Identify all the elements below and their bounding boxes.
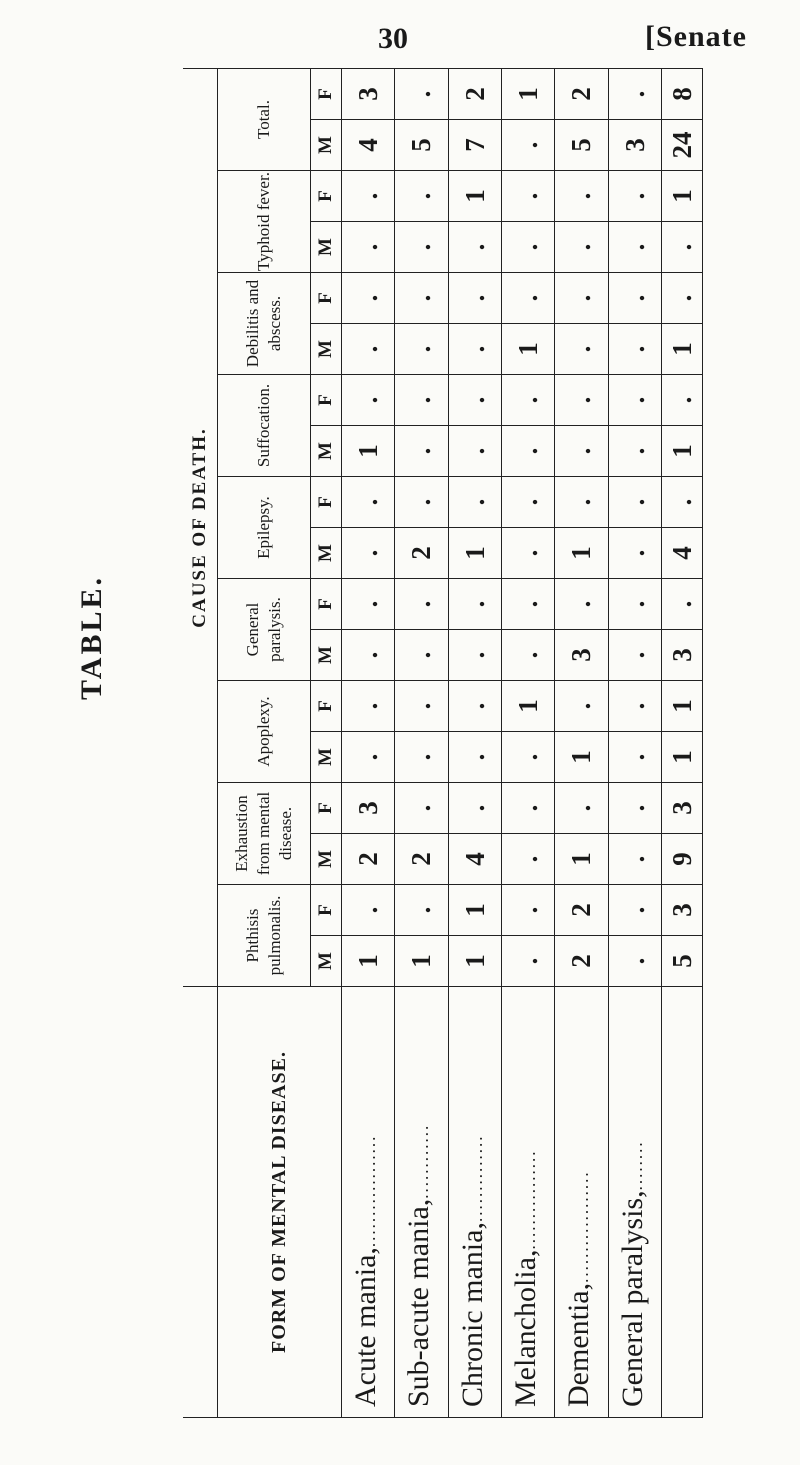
blank-title-cell	[183, 987, 218, 1418]
table-cell: .	[501, 630, 554, 681]
table-row	[342, 69, 395, 1418]
total-cell: 1	[662, 171, 703, 222]
table-cell: .	[395, 324, 448, 375]
total-cell: .	[662, 375, 703, 426]
dot-leader: ........	[626, 1140, 646, 1191]
table-label: TABLE.	[75, 575, 108, 700]
table-cell: .	[395, 579, 448, 630]
table-cell: .	[448, 630, 501, 681]
table-cell: .	[555, 426, 608, 477]
table-cell: .	[395, 885, 448, 936]
column-header: Total.	[218, 69, 311, 171]
page-number: 30	[378, 22, 408, 55]
table-cell: 1	[448, 528, 501, 579]
table-cell: .	[501, 273, 554, 324]
disease-name-cell	[448, 987, 501, 1418]
table-cell: .	[555, 477, 608, 528]
table-title: CAUSE OF DEATH.	[183, 69, 218, 987]
disease-name: Chronic mania,	[455, 1222, 489, 1407]
table-cell: 1	[448, 171, 501, 222]
sex-label: M	[311, 324, 342, 375]
table-body	[342, 69, 703, 1418]
table-cell: .	[501, 528, 554, 579]
table-cell: 1	[501, 324, 554, 375]
total-cell: 5	[662, 936, 703, 987]
table-cell: .	[342, 579, 395, 630]
sex-label: M	[311, 936, 342, 987]
table-cell: .	[608, 936, 661, 987]
table-cell: .	[395, 783, 448, 834]
total-cell: 3	[662, 885, 703, 936]
table-cell: .	[342, 885, 395, 936]
disease-name: Melancholia,	[509, 1249, 543, 1407]
total-cell: .	[662, 477, 703, 528]
table-cell: 1	[448, 936, 501, 987]
disease-name-cell	[501, 987, 554, 1418]
table-cell: .	[342, 681, 395, 732]
table-cell: .	[608, 69, 661, 120]
table-cell: .	[448, 681, 501, 732]
column-header: Phthisis pulmonalis.	[218, 885, 311, 987]
sex-label: F	[311, 477, 342, 528]
table-cell: .	[555, 324, 608, 375]
table-cell: .	[448, 222, 501, 273]
table-cell: .	[501, 222, 554, 273]
total-cell: 8	[662, 69, 703, 120]
table-cell: .	[395, 732, 448, 783]
dot-leader: ..................	[360, 1134, 380, 1248]
table-cell: .	[555, 783, 608, 834]
table-cell: .	[342, 222, 395, 273]
sex-label: M	[311, 834, 342, 885]
table-cell: .	[608, 528, 661, 579]
dot-leader: ............	[413, 1123, 433, 1199]
table-cell: 4	[448, 834, 501, 885]
table-cell: 3	[608, 120, 661, 171]
disease-name-cell	[342, 987, 395, 1418]
sex-label: M	[311, 528, 342, 579]
sex-label: F	[311, 783, 342, 834]
table-cell: .	[501, 426, 554, 477]
table-cell: 5	[555, 120, 608, 171]
table-cell: .	[608, 222, 661, 273]
total-cell: 1	[662, 426, 703, 477]
table-cell: .	[448, 375, 501, 426]
sex-label: F	[311, 375, 342, 426]
table-cell: .	[342, 732, 395, 783]
table-cell: 1	[342, 936, 395, 987]
column-header: Typhoid fever.	[218, 171, 311, 273]
table-cell: .	[501, 120, 554, 171]
table-cell: .	[342, 375, 395, 426]
column-header: General paralysis.	[218, 579, 311, 681]
table-cell: .	[501, 579, 554, 630]
table-cell: .	[608, 681, 661, 732]
column-header: Epilepsy.	[218, 477, 311, 579]
table-cell: .	[608, 885, 661, 936]
table-cell: .	[555, 273, 608, 324]
column-header: Exhaustion from mental disease.	[218, 783, 311, 885]
table-cell: 3	[342, 783, 395, 834]
table-cell: .	[608, 324, 661, 375]
table-row	[395, 69, 448, 1418]
total-cell: .	[662, 579, 703, 630]
table-cell: .	[608, 426, 661, 477]
table-cell: .	[501, 171, 554, 222]
running-head: [Senate	[645, 20, 747, 53]
table-cell: 1	[501, 681, 554, 732]
table-cell: 2	[555, 69, 608, 120]
table-cell: .	[608, 171, 661, 222]
table-cell: .	[342, 273, 395, 324]
table-cell: .	[448, 324, 501, 375]
column-header: Debilitis and abscess.	[218, 273, 311, 375]
sex-label: M	[311, 732, 342, 783]
table-cell: 2	[342, 834, 395, 885]
table-cell: .	[501, 885, 554, 936]
table-cell: 5	[395, 120, 448, 171]
total-cell: 1	[662, 732, 703, 783]
dot-leader: ..............	[466, 1134, 486, 1223]
table-cell: .	[395, 273, 448, 324]
table-cell: 1	[342, 426, 395, 477]
sex-label: F	[311, 885, 342, 936]
table-cell: .	[608, 783, 661, 834]
table-cell: .	[501, 936, 554, 987]
table-cell: .	[448, 426, 501, 477]
table-cell: 2	[555, 936, 608, 987]
table-cell: .	[608, 579, 661, 630]
table-cell: .	[448, 783, 501, 834]
form-of-disease-header: FORM OF MENTAL DISEASE.	[218, 987, 342, 1418]
table-cell: 1	[555, 834, 608, 885]
table-cell: .	[555, 222, 608, 273]
total-cell: 1	[662, 324, 703, 375]
dot-leader: ..................	[573, 1170, 593, 1283]
table-cell: .	[448, 477, 501, 528]
table-cell: 7	[448, 120, 501, 171]
table-cell: 3	[342, 69, 395, 120]
table-cell: .	[448, 273, 501, 324]
table-cell: .	[501, 834, 554, 885]
total-cell: 1	[662, 681, 703, 732]
table-row	[448, 69, 501, 1418]
table-cell: .	[608, 273, 661, 324]
table-cell: .	[395, 222, 448, 273]
table-cell: .	[342, 528, 395, 579]
table-cell: .	[395, 426, 448, 477]
table-cell: 2	[448, 69, 501, 120]
column-header: Apoplexy.	[218, 681, 311, 783]
table-cell: .	[501, 732, 554, 783]
sex-label: F	[311, 273, 342, 324]
table-cell: 2	[395, 834, 448, 885]
table-cell: .	[395, 375, 448, 426]
table-cell: .	[342, 477, 395, 528]
table-cell: .	[395, 69, 448, 120]
table-row	[501, 69, 554, 1418]
table-cell: .	[342, 630, 395, 681]
table-cell: 3	[555, 630, 608, 681]
table-cell: .	[395, 681, 448, 732]
sex-label: F	[311, 579, 342, 630]
total-cell: .	[662, 273, 703, 324]
table-cell: .	[608, 375, 661, 426]
table-cell: .	[608, 630, 661, 681]
table-cell: .	[555, 375, 608, 426]
total-cell: .	[662, 222, 703, 273]
sex-label: M	[311, 222, 342, 273]
table-cell: .	[555, 171, 608, 222]
table-cell: 4	[342, 120, 395, 171]
table-row	[555, 69, 608, 1418]
table-cell: .	[342, 324, 395, 375]
table-cell: 1	[555, 528, 608, 579]
disease-name: Acute mania,	[349, 1247, 383, 1407]
totals-blank-cell	[662, 987, 703, 1418]
sex-label: M	[311, 120, 342, 171]
total-cell: 24	[662, 120, 703, 171]
table-cell: .	[608, 477, 661, 528]
table-cell: .	[555, 681, 608, 732]
table-cell: .	[608, 834, 661, 885]
totals-row	[662, 69, 703, 1418]
disease-name: Sub-acute mania,	[402, 1198, 436, 1407]
table-cell: 1	[555, 732, 608, 783]
sex-label: M	[311, 630, 342, 681]
table-cell: .	[395, 630, 448, 681]
table-cell: .	[395, 477, 448, 528]
table-cell: 1	[501, 69, 554, 120]
table-row	[608, 69, 661, 1418]
table-cell: .	[448, 579, 501, 630]
table-cell: .	[608, 732, 661, 783]
disease-name: General paralysis,	[615, 1190, 649, 1407]
rotated-mortality-table	[183, 68, 703, 1418]
table-cell: .	[501, 783, 554, 834]
total-cell: 3	[662, 630, 703, 681]
disease-name-cell	[395, 987, 448, 1418]
table-cell: .	[501, 375, 554, 426]
table-cell: 1	[448, 885, 501, 936]
table-cell: .	[555, 579, 608, 630]
table-cell: .	[342, 171, 395, 222]
sex-label: F	[311, 69, 342, 120]
column-header: Suffocation.	[218, 375, 311, 477]
total-cell: 4	[662, 528, 703, 579]
cause-of-death-table	[183, 68, 703, 1418]
disease-name-cell	[555, 987, 608, 1418]
total-cell: 3	[662, 783, 703, 834]
table-cell: 2	[395, 528, 448, 579]
dot-leader: ................	[520, 1149, 540, 1250]
disease-name-cell	[608, 987, 661, 1418]
table-cell: .	[395, 171, 448, 222]
total-cell: 9	[662, 834, 703, 885]
sex-label: M	[311, 426, 342, 477]
sex-label: F	[311, 681, 342, 732]
table-cell: .	[501, 477, 554, 528]
table-cell: 1	[395, 936, 448, 987]
table-cell: 2	[555, 885, 608, 936]
table-cell: .	[448, 732, 501, 783]
disease-name: Dementia,	[562, 1282, 596, 1407]
sex-label: F	[311, 171, 342, 222]
